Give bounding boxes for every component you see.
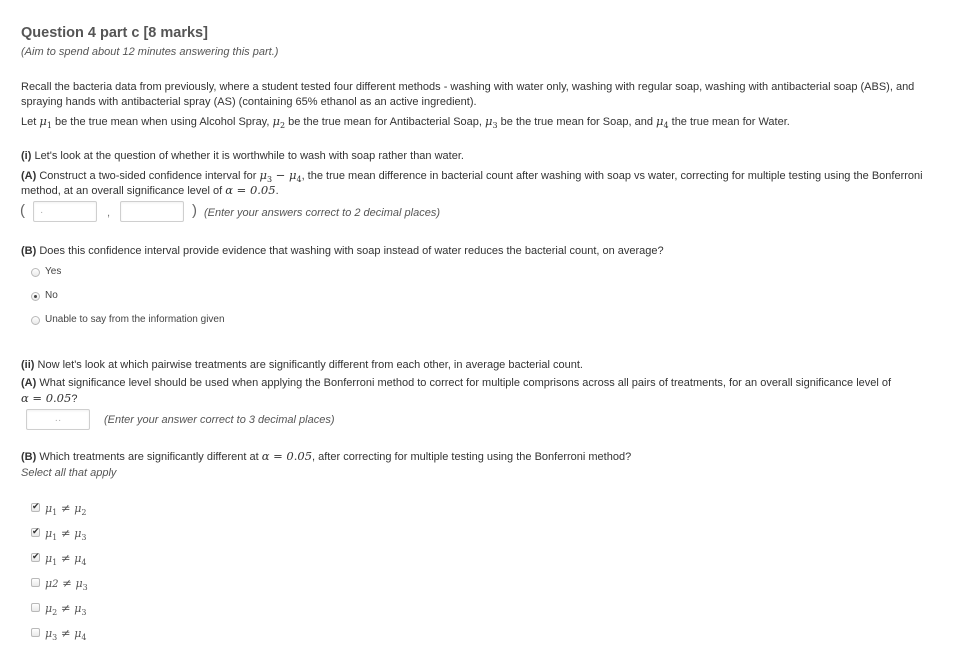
checkbox-label-mu2-neq-mu3-b: $\mu_2 \ne \mu_3$ <box>45 601 87 617</box>
mu2-definition: be the true mean for Antibacterial Soap, <box>285 116 486 128</box>
checkbox-mu1-neq-mu3[interactable]: ✔ <box>32 527 40 537</box>
mu3-minus-mu4: $\mu_3 - \mu_4$ <box>259 168 302 184</box>
level-decimal-hint: (Enter your answer correct to 3 decimal places) <box>104 414 335 426</box>
radio-label-no: No <box>45 290 58 301</box>
radio-label-yes: Yes <box>45 266 62 277</box>
checkbox-label-mu1-neq-mu2: $\mu_1 \ne \mu_2$ <box>45 501 87 517</box>
alpha-value: α = 0.05 <box>261 449 313 463</box>
checkbox-label-mu2-neq-mu3-a: $\mu 2 \ne \mu_3$ <box>45 576 88 592</box>
bonferroni-level-field[interactable] <box>27 411 89 430</box>
open-paren: ( <box>20 202 25 219</box>
bonferroni-level-input[interactable] <box>26 409 90 430</box>
alpha-value: α = 0.05 <box>225 183 276 197</box>
checkbox-label-mu1-neq-mu3: $\mu_1 \ne \mu_3$ <box>45 526 87 542</box>
intro-line-2: spraying hands with antibacterial spray (AS) (containing 65% ethanol as an active ingredient). <box>21 96 477 108</box>
mu1-definition: be the true mean when using Alcohol Spray, <box>51 116 273 128</box>
ci-lower-field[interactable] <box>34 203 96 222</box>
part-ii-intro: (ii) Now let's look at which pairwise treatments are significantly different from each other, in average bacterial count. <box>21 359 583 371</box>
question-title: Question 4 part c [8 marks] <box>21 25 208 41</box>
radio-yes[interactable] <box>31 268 40 277</box>
mu3-definition: be the true mean for Soap, and <box>497 116 656 128</box>
close-paren: ) <box>192 202 197 219</box>
mu2-symbol: $\mu_2$ <box>272 114 286 130</box>
part-i-a-question-line-1: (A) Construct a two-sided confidence interval for $\mu_3 - \mu_4$, the true mean difference in bacterial count after washing with soap vs water, correcting for multiple testing using the Bonferroni <box>21 168 923 184</box>
mu4-symbol: $\mu_4$ <box>656 114 669 130</box>
radio-no[interactable] <box>31 292 40 301</box>
ci-decimal-hint: (Enter your answers correct to 2 decimal places) <box>204 207 440 219</box>
checkbox-mu2-neq-mu3-a[interactable] <box>31 578 40 587</box>
ci-upper-input[interactable] <box>120 201 184 222</box>
checkbox-mu1-neq-mu2[interactable]: ✔ <box>32 502 40 512</box>
radio-label-unable: Unable to say from the information given <box>45 314 225 325</box>
checkbox-mu3-neq-mu4[interactable] <box>31 628 40 637</box>
part-i-b-question: (B) Does this confidence interval provide evidence that washing with soap instead of water reduces the bacterial count, on average? <box>21 245 664 257</box>
let-text: Let <box>21 116 40 128</box>
checkbox-mu1-neq-mu4[interactable]: ✔ <box>32 552 40 562</box>
mu4-definition: the true mean for Water. <box>668 116 790 128</box>
checkbox-mu2-neq-mu3-b[interactable] <box>31 603 40 612</box>
radio-unable[interactable] <box>31 316 40 325</box>
intro-line-1: Recall the bacteria data from previously, where a student tested four different methods - washing with water only, washing with regular soap, washing with antibacterial soap (ABS), and <box>21 81 915 93</box>
time-guidance: (Aim to spend about 12 minutes answering this part.) <box>21 46 279 58</box>
ci-upper-field[interactable] <box>121 203 183 222</box>
part-i-intro: (i) Let's look at the question of whether it is worthwhile to wash with soap rather than water. <box>21 150 464 162</box>
part-ii-a-question-line-2: α = 0.05? <box>21 391 78 405</box>
mu3-symbol: $\mu_3$ <box>485 114 498 130</box>
part-ii-a-question-line-1: (A) What significance level should be used when applying the Bonferroni method to correct for multiple comprisons across all pairs of treatments, for an overall significance level of <box>21 377 892 389</box>
select-all-instruction: Select all that apply <box>21 467 117 479</box>
intro-definitions <box>21 114 790 128</box>
part-i-a-question-line-2: method, at an overall significance level of α = 0.05. <box>21 183 279 197</box>
alpha-value: α = 0.05 <box>21 391 72 405</box>
interval-comma: , <box>107 207 111 219</box>
mu1-symbol: $\mu_1$ <box>39 114 52 130</box>
part-ii-b-question: (B) Which treatments are significantly different at α = 0.05, after correcting for multiple testing using the Bonferroni method? <box>21 449 632 463</box>
ci-lower-input[interactable] <box>33 201 97 222</box>
checkbox-label-mu1-neq-mu4: $\mu_1 \ne \mu_4$ <box>45 551 87 567</box>
checkbox-label-mu3-neq-mu4: $\mu_3 \ne \mu_4$ <box>45 626 87 642</box>
